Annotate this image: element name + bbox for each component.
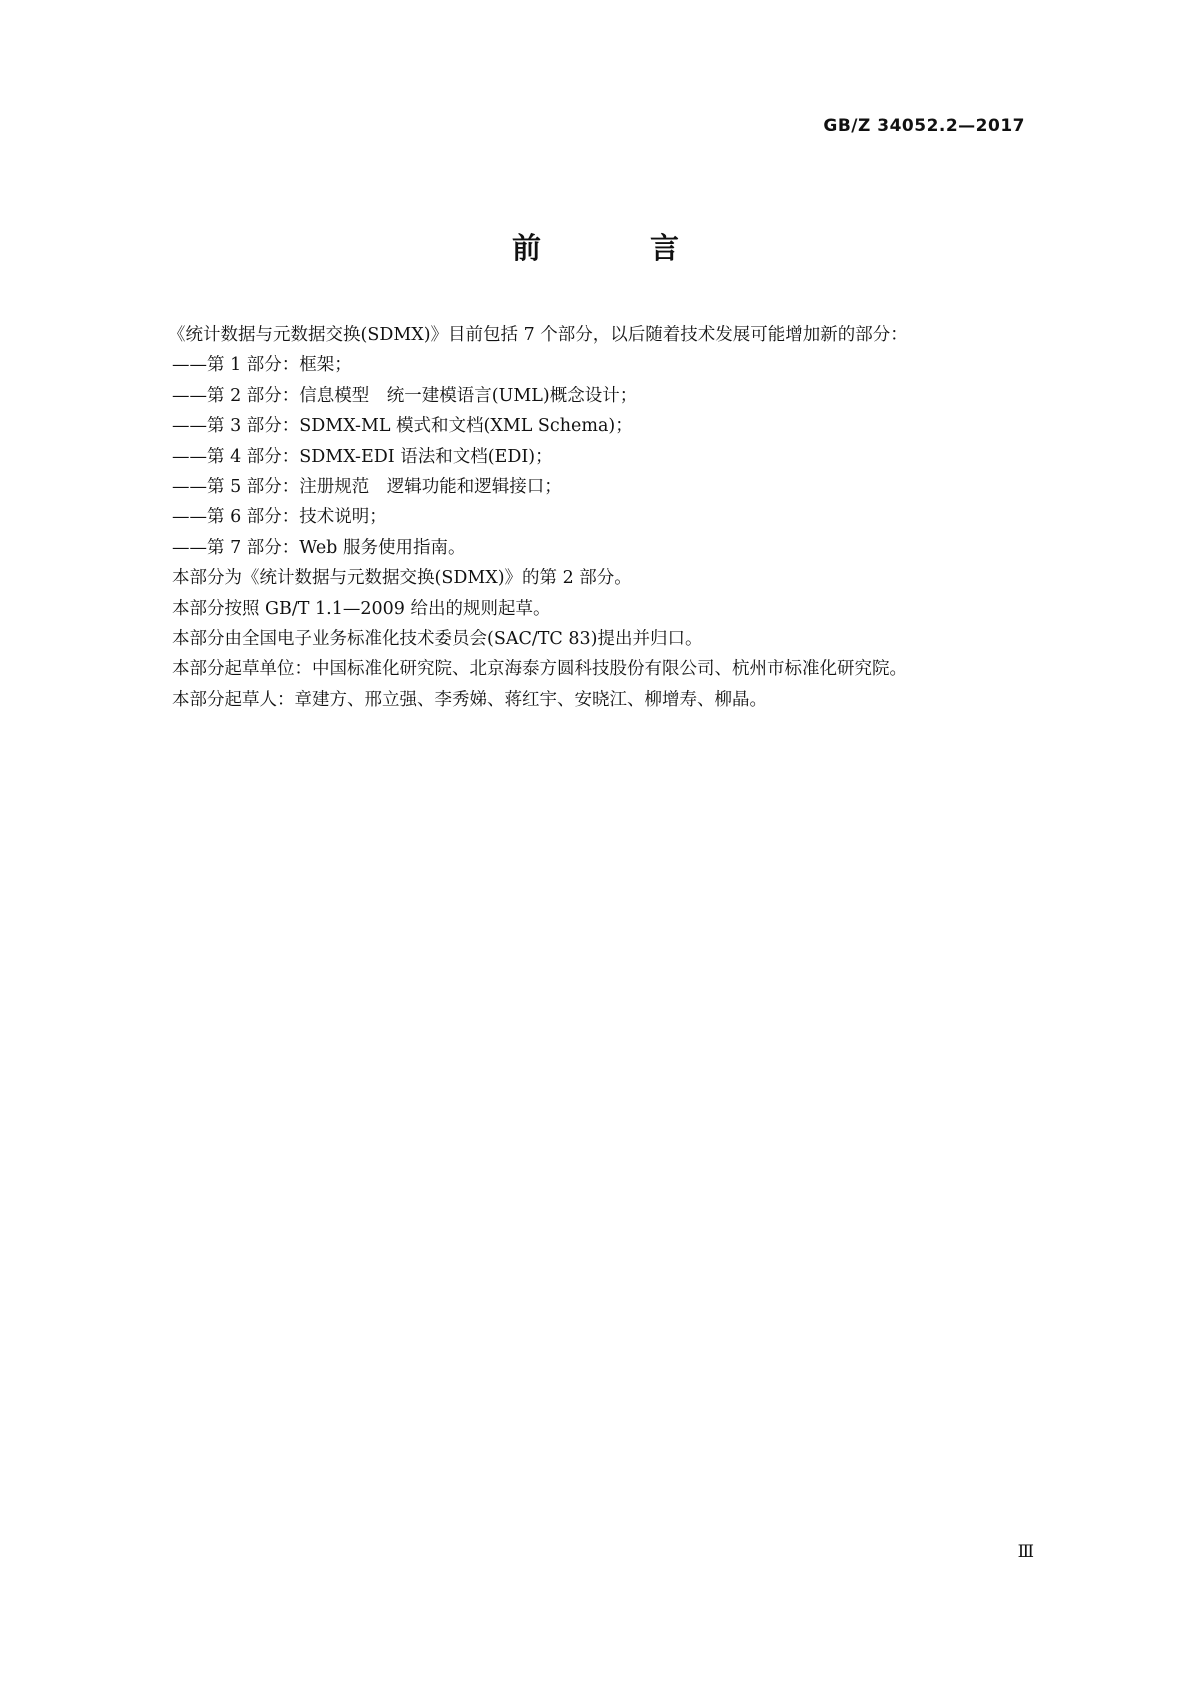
page-title: 前 言 [511,231,719,265]
drafting-organizations-paragraph: 本部分起草单位：中国标准化研究院、北京海泰方圆科技股份有限公司、杭州市标准化研究院。 [172,659,907,680]
part-list-item: ——第 6 部分：技术说明； [172,507,387,528]
part-list-item: ——第 1 部分：框架； [172,355,352,376]
intro-paragraph: 《统计数据与元数据交换(SDMX)》目前包括 7 个部分，以后随着技术发展可能增加新的部分： [168,325,908,345]
part-list-item: ——第 4 部分：SDMX-EDI 语法和文档(EDI)； [172,446,553,467]
drafters-paragraph: 本部分起草人：章建方、邢立强、李秀娣、蒋红宇、安晓江、柳增寿、柳晶。 [172,689,767,710]
part-list-item: ——第 2 部分：信息模型 统一建模语言(UML)概念设计； [172,385,638,406]
document-number: GB/Z 34052.2—2017 [823,116,1025,136]
part-list-item: ——第 5 部分：注册规范 逻辑功能和逻辑接口； [172,476,562,497]
document-body [168,320,1032,715]
page-number: Ⅲ [1017,1542,1034,1562]
part-list-item: ——第 3 部分：SDMX-ML 模式和文档(XML Schema)； [172,416,633,437]
part-list-item: ——第 7 部分：Web 服务使用指南。 [172,537,466,558]
scope-paragraph: 本部分为《统计数据与元数据交换(SDMX)》的第 2 部分。 [172,568,632,589]
drafting-rules-paragraph: 本部分按照 GB/T 1.1—2009 给出的规则起草。 [172,598,551,619]
proposer-paragraph: 本部分由全国电子业务标准化技术委员会(SAC/TC 83)提出并归口。 [172,628,703,649]
